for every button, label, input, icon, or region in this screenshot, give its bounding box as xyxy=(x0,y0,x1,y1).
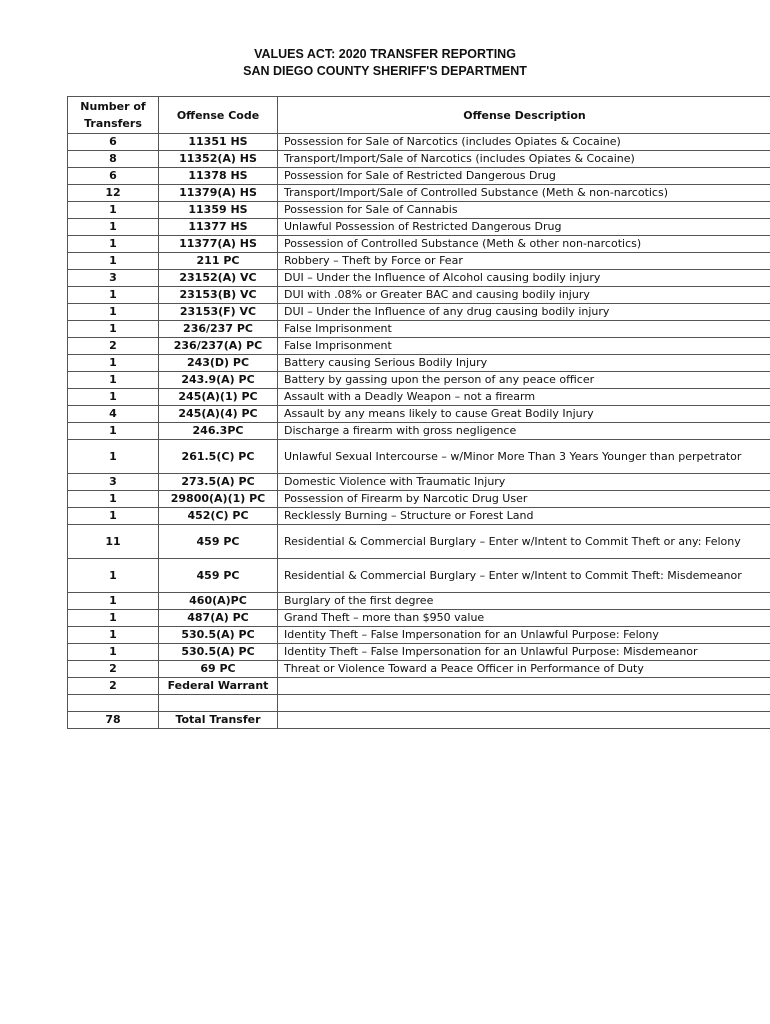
offense-code-cell: 23153(B) VC xyxy=(159,287,278,304)
offense-code-cell: 23152(A) VC xyxy=(159,270,278,287)
table-row xyxy=(68,644,770,661)
transfer-count-cell: 1 xyxy=(68,491,159,508)
blank-cell xyxy=(278,695,770,712)
transfer-count-cell: 1 xyxy=(68,236,159,253)
offense-code-cell: 530.5(A) PC xyxy=(159,627,278,644)
offense-description-cell: Unlawful Sexual Intercourse – w/Minor More Than 3 Years Younger than perpetrator xyxy=(278,440,770,474)
table-row xyxy=(68,270,770,287)
table-row xyxy=(68,304,770,321)
table-row xyxy=(68,474,770,491)
table-row xyxy=(68,508,770,525)
offense-description-cell: Assault with a Deadly Weapon – not a firearm xyxy=(278,389,770,406)
offense-description-cell: Possession for Sale of Narcotics (includes Opiates & Cocaine) xyxy=(278,134,770,151)
transfer-count-cell: 1 xyxy=(68,610,159,627)
offense-description-cell: Identity Theft – False Impersonation for an Unlawful Purpose: Misdemeanor xyxy=(278,644,770,661)
offense-code-cell: 11377(A) HS xyxy=(159,236,278,253)
offense-code-cell: 236/237 PC xyxy=(159,321,278,338)
offense-description-cell: False Imprisonment xyxy=(278,338,770,355)
table-row xyxy=(68,661,770,678)
transfer-count-cell: 6 xyxy=(68,168,159,185)
offense-description-cell: Possession for Sale of Restricted Dangerous Drug xyxy=(278,168,770,185)
transfer-count-cell: 3 xyxy=(68,474,159,491)
transfer-count-cell: 2 xyxy=(68,661,159,678)
table-row xyxy=(68,168,770,185)
transfer-count-cell: 2 xyxy=(68,338,159,355)
transfer-count-cell: 3 xyxy=(68,270,159,287)
total-row xyxy=(68,712,770,729)
table-row xyxy=(68,627,770,644)
table-row xyxy=(68,406,770,423)
offense-description-cell: Possession of Controlled Substance (Meth & other non-narcotics) xyxy=(278,236,770,253)
table-row xyxy=(68,236,770,253)
transfer-count-cell: 1 xyxy=(68,202,159,219)
offense-code-cell: 11359 HS xyxy=(159,202,278,219)
table-row xyxy=(68,559,770,593)
table-row xyxy=(68,338,770,355)
transfer-count-cell: 1 xyxy=(68,372,159,389)
offense-code-cell: 273.5(A) PC xyxy=(159,474,278,491)
transfer-count-cell: 1 xyxy=(68,389,159,406)
transfer-count-cell: 12 xyxy=(68,185,159,202)
document-subtitle: SAN DIEGO COUNTY SHERIFF'S DEPARTMENT xyxy=(243,64,527,78)
offense-code-cell: 11377 HS xyxy=(159,219,278,236)
offense-description-cell: Battery causing Serious Bodily Injury xyxy=(278,355,770,372)
table-row xyxy=(68,151,770,168)
table-row xyxy=(68,525,770,559)
offense-code-cell: 246.3PC xyxy=(159,423,278,440)
offense-description-cell: Residential & Commercial Burglary – Enter w/Intent to Commit Theft: Misdemeanor xyxy=(278,559,770,593)
table-row xyxy=(68,423,770,440)
transfer-count-cell: 1 xyxy=(68,559,159,593)
transfer-count-cell: 1 xyxy=(68,304,159,321)
offense-description-cell: Identity Theft – False Impersonation for an Unlawful Purpose: Felony xyxy=(278,627,770,644)
offense-description-cell: DUI – Under the Influence of any drug causing bodily injury xyxy=(278,304,770,321)
table-row xyxy=(68,491,770,508)
transfer-count-cell: 1 xyxy=(68,253,159,270)
offense-code-cell: 236/237(A) PC xyxy=(159,338,278,355)
offense-code-cell: 11352(A) HS xyxy=(159,151,278,168)
offense-description-cell: DUI – Under the Influence of Alcohol causing bodily injury xyxy=(278,270,770,287)
offense-description-cell xyxy=(278,678,770,695)
table-row xyxy=(68,610,770,627)
offense-description-cell: Transport/Import/Sale of Controlled Substance (Meth & non-narcotics) xyxy=(278,185,770,202)
transfer-count-cell: 1 xyxy=(68,593,159,610)
table-row xyxy=(68,593,770,610)
offense-code-cell: 69 PC xyxy=(159,661,278,678)
transfer-count-cell: 8 xyxy=(68,151,159,168)
offense-description-cell: Transport/Import/Sale of Narcotics (includes Opiates & Cocaine) xyxy=(278,151,770,168)
offense-description-cell: Grand Theft – more than $950 value xyxy=(278,610,770,627)
table-row xyxy=(68,219,770,236)
table-row xyxy=(68,355,770,372)
table-row xyxy=(68,253,770,270)
table-header-row xyxy=(68,97,770,134)
offense-description-cell: Domestic Violence with Traumatic Injury xyxy=(278,474,770,491)
column-header-offense-description: Offense Description xyxy=(278,97,770,134)
offense-code-cell: Total Transfer xyxy=(159,712,278,729)
blank-row xyxy=(68,695,770,712)
offense-code-cell: 243(D) PC xyxy=(159,355,278,372)
offense-code-cell: 11351 HS xyxy=(159,134,278,151)
column-header-offense-code: Offense Code xyxy=(159,97,278,134)
table-row xyxy=(68,321,770,338)
offense-description-cell: Threat or Violence Toward a Peace Officer in Performance of Duty xyxy=(278,661,770,678)
offense-code-cell: 452(C) PC xyxy=(159,508,278,525)
offense-description-cell: Battery by gassing upon the person of any peace officer xyxy=(278,372,770,389)
offense-description-cell: Robbery – Theft by Force or Fear xyxy=(278,253,770,270)
transfer-count-cell: 1 xyxy=(68,508,159,525)
offense-code-cell: 11378 HS xyxy=(159,168,278,185)
offense-code-cell: 11379(A) HS xyxy=(159,185,278,202)
transfer-table xyxy=(67,96,770,729)
offense-code-cell: 460(A)PC xyxy=(159,593,278,610)
blank-cell xyxy=(68,695,159,712)
transfer-count-cell: 1 xyxy=(68,219,159,236)
offense-code-cell: Federal Warrant xyxy=(159,678,278,695)
transfer-count-cell: 78 xyxy=(68,712,159,729)
offense-code-cell: 459 PC xyxy=(159,525,278,559)
document-title: VALUES ACT: 2020 TRANSFER REPORTING xyxy=(254,47,516,61)
offense-code-cell: 487(A) PC xyxy=(159,610,278,627)
offense-code-cell: 459 PC xyxy=(159,559,278,593)
offense-description-cell: False Imprisonment xyxy=(278,321,770,338)
table-row xyxy=(68,185,770,202)
offense-description-cell: Assault by any means likely to cause Great Bodily Injury xyxy=(278,406,770,423)
transfer-count-cell: 1 xyxy=(68,287,159,304)
table-body xyxy=(68,134,770,729)
transfer-count-cell: 1 xyxy=(68,627,159,644)
offense-description-cell: Residential & Commercial Burglary – Enter w/Intent to Commit Theft or any: Felony xyxy=(278,525,770,559)
offense-code-cell: 530.5(A) PC xyxy=(159,644,278,661)
table-row xyxy=(68,440,770,474)
transfer-count-cell: 1 xyxy=(68,644,159,661)
offense-description-cell: Discharge a firearm with gross negligence xyxy=(278,423,770,440)
table-row xyxy=(68,134,770,151)
transfer-count-cell: 1 xyxy=(68,321,159,338)
offense-description-cell: Possession of Firearm by Narcotic Drug User xyxy=(278,491,770,508)
transfer-count-cell: 11 xyxy=(68,525,159,559)
table-row xyxy=(68,372,770,389)
offense-code-cell: 261.5(C) PC xyxy=(159,440,278,474)
offense-description-cell: Unlawful Possession of Restricted Dangerous Drug xyxy=(278,219,770,236)
offense-code-cell: 245(A)(1) PC xyxy=(159,389,278,406)
offense-code-cell: 245(A)(4) PC xyxy=(159,406,278,423)
offense-code-cell: 29800(A)(1) PC xyxy=(159,491,278,508)
transfer-count-cell: 6 xyxy=(68,134,159,151)
offense-code-cell: 243.9(A) PC xyxy=(159,372,278,389)
table-row xyxy=(68,389,770,406)
transfer-count-cell: 1 xyxy=(68,423,159,440)
offense-code-cell: 211 PC xyxy=(159,253,278,270)
blank-cell xyxy=(159,695,278,712)
transfer-count-cell: 4 xyxy=(68,406,159,423)
transfer-count-cell: 1 xyxy=(68,440,159,474)
offense-description-cell: Possession for Sale of Cannabis xyxy=(278,202,770,219)
transfer-count-cell: 1 xyxy=(68,355,159,372)
transfer-count-cell: 2 xyxy=(68,678,159,695)
table-row xyxy=(68,202,770,219)
offense-description-cell: DUI with .08% or Greater BAC and causing bodily injury xyxy=(278,287,770,304)
table-row xyxy=(68,678,770,695)
offense-code-cell: 23153(F) VC xyxy=(159,304,278,321)
column-header-transfers: Number of Transfers xyxy=(68,97,159,134)
table-row xyxy=(68,287,770,304)
offense-description-cell xyxy=(278,712,770,729)
offense-description-cell: Recklessly Burning – Structure or Forest Land xyxy=(278,508,770,525)
offense-description-cell: Burglary of the first degree xyxy=(278,593,770,610)
